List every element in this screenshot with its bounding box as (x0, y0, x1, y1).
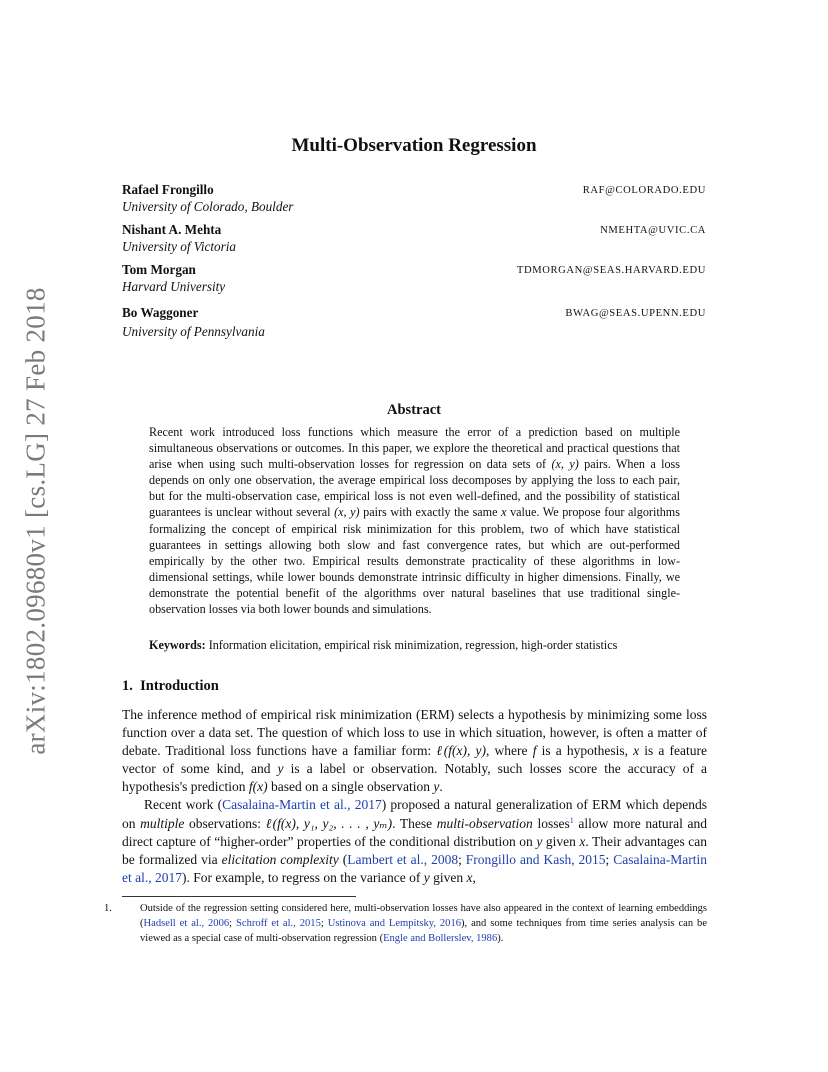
footnote-ref-link[interactable]: 1 (569, 815, 574, 825)
author-email: RAF@COLORADO.EDU (582, 185, 706, 196)
author-name: Tom Morgan (122, 262, 196, 277)
math-inline: ℓ(f(x), y) (436, 743, 487, 759)
math-inline: x (633, 743, 640, 759)
math-inline: (x, y) (334, 505, 360, 520)
section-title: Introduction (140, 678, 219, 694)
keywords-label: Keywords: (149, 638, 206, 652)
math-inline: f (532, 743, 537, 759)
abstract-heading: Abstract (387, 402, 441, 418)
author-email: TDMORGAN@SEAS.HARVARD.EDU (516, 265, 706, 276)
citation-link[interactable]: Ustinova and Lempitsky, 2016 (327, 918, 462, 930)
author-affiliation: University of Colorado, Boulder (122, 199, 294, 214)
math-inline: y (536, 833, 543, 849)
footnote-mark: 1. (104, 903, 112, 914)
citation-link[interactable]: Casalaina-Martin et al., 2017 (122, 851, 707, 885)
paragraph: The inference method of empirical risk minimization (ERM) selects a hypothesis by minimizing some loss function over a data set. The question of which loss to use in which situation, however, is often a matter of debate. Traditional loss functions have a familiar form: ℓ(f(x), y), where f is a hypothesis, x is a feature vector of some kind, and y is a label or observation. Notably, such losses score the accuracy of a hypothesis's prediction f(x) based on a single observation y. (122, 707, 708, 795)
paper-title: Multi-Observation Regression (291, 135, 537, 156)
citation-link[interactable]: Lambert et al., 2008 (347, 851, 459, 867)
citation-link[interactable]: Casalaina-Martin et al., 2017 (222, 797, 382, 813)
section-heading (122, 678, 219, 695)
paragraph: Recent work (Casalaina-Martin et al., 2017) proposed a natural generalization of ERM which depends on multiple observations: ℓ(f(x), y₁, y₂, . . . , yₘ). These multi-observation losses$^1$ allow more natural and direct capture of “higher-order” properties of the conditional distribution on y given x. Their advantages can be formalized via elicitation complexity (Lambert et al., 2008; Frongillo and Kash, 2015; Casalaina-Martin et al., 2017). For example, to regress on the variance of y given x, (122, 797, 708, 885)
author-name: Nishant A. Mehta (122, 222, 222, 237)
math-inline: y (277, 761, 284, 777)
author-email: NMEHTA@UVIC.CA (600, 225, 706, 236)
math-inline: y (423, 869, 430, 885)
keywords (149, 637, 680, 653)
author-affiliation: University of Victoria (122, 239, 237, 254)
introduction-body (122, 706, 707, 887)
math-inline: x (466, 869, 473, 885)
math-inline: f(x) (248, 779, 268, 795)
author-email: BWAG@SEAS.UPENN.EDU (565, 308, 706, 319)
citation-link[interactable]: Schroff et al., 2015 (236, 918, 321, 930)
author-affiliation: University of Pennsylvania (122, 324, 265, 339)
math-inline: (x, y) (551, 457, 579, 472)
arxiv-identifier: arXiv:1802.09680v1 [cs.LG] 27 Feb 2018 (20, 287, 51, 755)
abstract-body: Recent work introduced loss functions which measure the error of a prediction based on multiple simultaneous observations or outcomes. In this paper, we explore the theoretical and practical questions that arise when using such multi-observation losses for regression on data sets of (x, y) pairs. When a loss depends on only one observation, the average empirical loss decomposes by applying the loss to each pair, but for the multi-observation case, empirical loss is not even well-defined, and the possibility of statistical guarantees is unclear without several (x, y) pairs with exactly the same x value. We propose four algorithms formalizing the concept of empirical risk minimization for this problem, two of which have statistical guarantees in settings allowing both slow and fast convergence rates, but which are out-performed empirically by the other two. Empirical results demonstrate practicality of these algorithms in low-dimensional settings, while lower bounds demonstrate intrinsic difficulty in higher dimensions. Finally, we demonstrate the potential benefit of the algorithms over natural baselines that use traditional single-observation losses via both lower bounds and simulations. (149, 425, 681, 617)
keywords-text: Information elicitation, empirical risk minimization, regression, high-order statistics (205, 638, 618, 652)
footnote: 1. Outside of the regression setting considered here, multi-observation losses have also appeared in the context of learning embeddings (Hadsell et al., 2006; Schroff et al., 2015; Ustinova and Lempitsky, 2016), and some techniques from time series analysis can be viewed as a special case of multi-observation regression (Engle and Bollerslev, 1986). (104, 903, 707, 945)
math-inline: x (501, 505, 507, 520)
math-inline: x (579, 833, 586, 849)
author-affiliation: Harvard University (122, 279, 226, 294)
footnote-rule (122, 896, 356, 897)
citation-link[interactable]: Hadsell et al., 2006 (143, 918, 230, 930)
author-name: Bo Waggoner (122, 305, 199, 320)
math-inline: ℓ(f(x), y₁, y₂, . . . , yₘ) (265, 815, 393, 831)
math-inline: y (433, 779, 440, 795)
author-name: Rafael Frongillo (122, 182, 214, 197)
citation-link[interactable]: Engle and Bollerslev, 1986 (383, 933, 498, 945)
arxiv-sidebar (14, 286, 58, 756)
citation-link[interactable]: Frongillo and Kash, 2015 (465, 851, 606, 867)
section-number: 1. (122, 678, 133, 694)
